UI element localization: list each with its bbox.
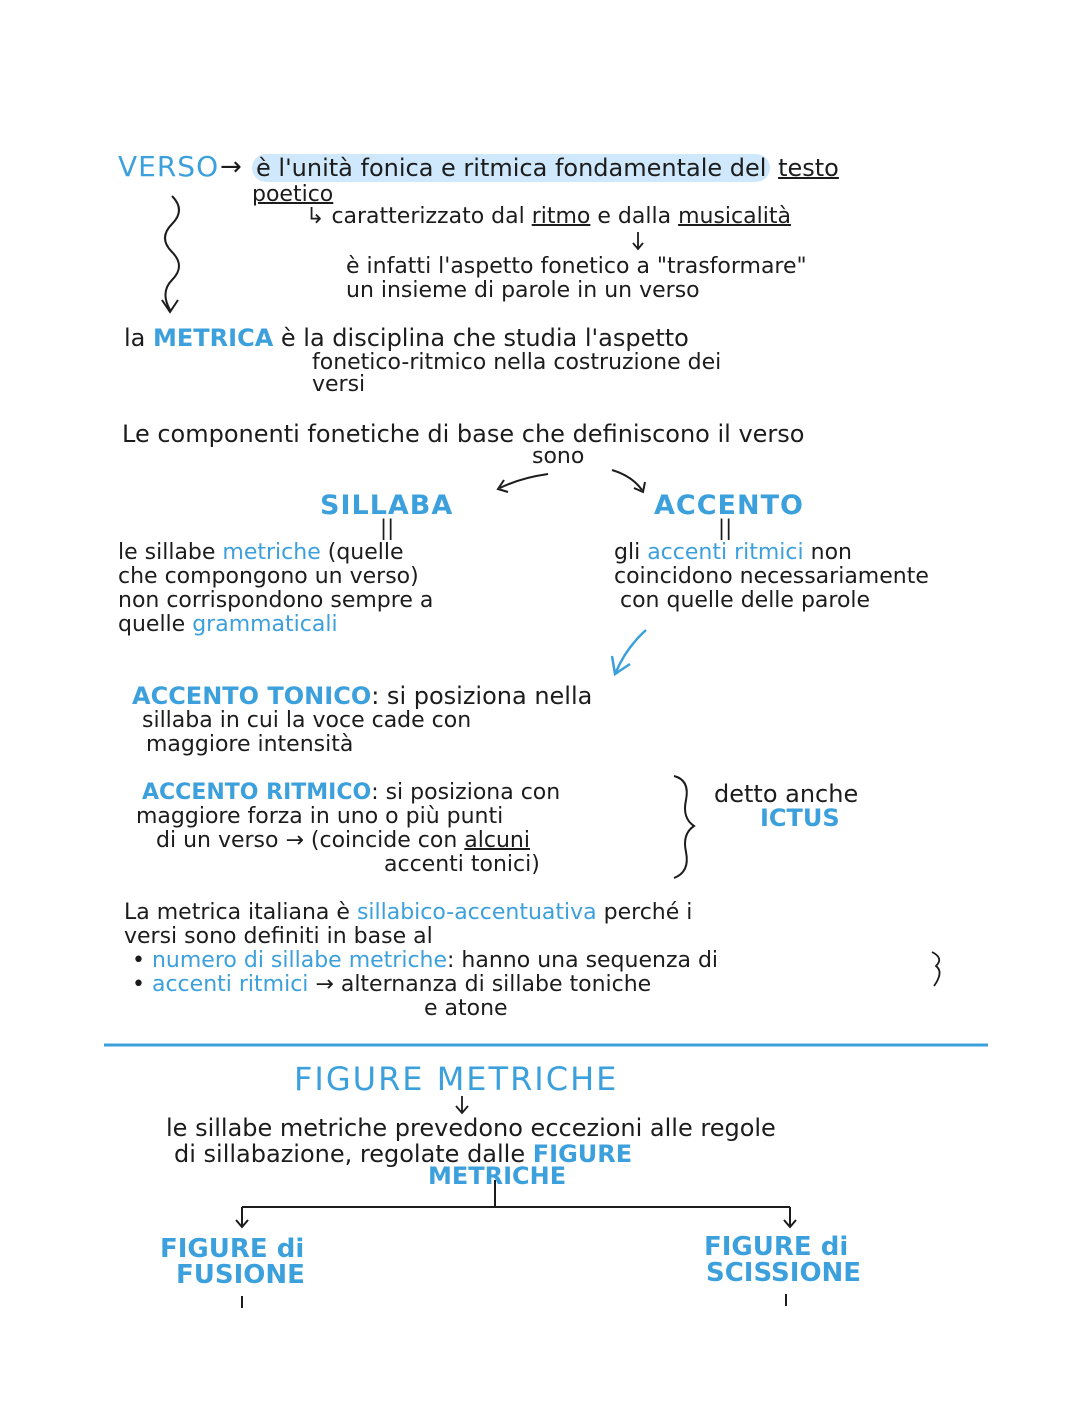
figure-title: FIGURE METRICHE — [294, 1060, 619, 1098]
sillaba-equals: || — [380, 516, 395, 540]
metrica-term: METRICA — [153, 324, 274, 352]
bullet-1: • numero di sillabe metriche: hanno una sequenza di — [132, 948, 719, 973]
verso-term: VERSO — [118, 150, 220, 183]
accento-equals: || — [718, 516, 733, 540]
italiana-line-2: versi sono definiti in base al — [124, 924, 433, 949]
fusione-line-2: FUSIONE — [176, 1260, 305, 1290]
down-arrow-figure — [456, 1096, 468, 1113]
infatti-line-2: un insieme di parole in un verso — [346, 278, 700, 303]
componenti-line-2: sono — [532, 444, 585, 469]
verso-def-poetico: poetico — [252, 182, 334, 207]
ritmo-word: ritmo — [531, 204, 591, 229]
curve-arrow-left — [500, 474, 548, 488]
ictus-term: ICTUS — [760, 804, 840, 832]
small-brace — [932, 952, 940, 986]
ritmico-line-1: ACCENTO RITMICO: si posiziona con — [142, 780, 561, 805]
detto-anche: detto anche — [714, 780, 859, 808]
tonico-line-1: ACCENTO TONICO: si posiziona nella — [132, 682, 593, 710]
wavy-connector — [165, 196, 179, 310]
scissione-line-2: SCISSIONE — [706, 1258, 862, 1288]
bullet-2: • accenti ritmici → alternanza di sillabe toniche — [132, 972, 652, 997]
componenti-line-1: Le componenti fonetiche di base che definiscono il verso — [122, 420, 805, 448]
infatti-line-1: è infatti l'aspetto fonetico a "trasformare" — [346, 254, 807, 279]
wavy-arrowhead — [162, 300, 178, 312]
metrica-def-2: fonetico-ritmico nella costruzione dei — [312, 350, 722, 375]
sillaba-text-3: non corrispondono sempre a — [118, 588, 434, 613]
accento-text-3: con quelle delle parole — [620, 588, 871, 613]
accento-title: ACCENTO — [654, 490, 804, 521]
sillabico-accentuativa: sillabico-accentuativa — [356, 900, 597, 925]
right-brace — [674, 776, 694, 878]
ritmico-line-2: maggiore forza in uno o più punti — [136, 804, 504, 829]
sillaba-text-4: quelle grammaticali — [118, 612, 338, 637]
figure-text-2: di sillabazione, regolate dalle FIGURE — [174, 1140, 633, 1168]
tonico-term: ACCENTO TONICO — [132, 682, 372, 710]
musicalita-word: musicalità — [678, 204, 791, 229]
verso-sub: ↳ caratterizzato dal ritmo e dalla musicalità — [306, 204, 791, 229]
ritmico-term: ACCENTO RITMICO — [142, 780, 372, 805]
bullet-dot-icon: • — [132, 948, 145, 973]
verso-def-highlight: è l'unità fonica e ritmica fondamentale del — [252, 154, 770, 182]
fusione-line-1: FIGURE di — [160, 1234, 305, 1264]
italiana-line-1: La metrica italiana è sillabico-accentuativa perché i — [124, 900, 693, 925]
scissione-line-1: FIGURE di — [704, 1232, 849, 1262]
metrica-line: la METRICA è la disciplina che studia l'aspetto — [124, 324, 689, 352]
sillaba-text-2: che compongono un verso) — [118, 564, 419, 589]
ritmico-line-4: accenti tonici) — [384, 852, 540, 877]
figure-text-1: le sillabe metriche prevedono eccezioni alle regole — [166, 1114, 776, 1142]
sillaba-title: SILLABA — [320, 490, 454, 521]
sub-arrow-icon: ↳ — [306, 204, 325, 229]
bullet-2-cont: e atone — [424, 996, 508, 1021]
blue-curve-arrow — [616, 630, 646, 672]
verso-arrow: → — [220, 152, 242, 182]
verso-definition — [252, 154, 839, 182]
bullet-dot-icon: • — [132, 972, 145, 997]
ritmico-line-3: di un verso → (coincide con alcuni — [156, 828, 530, 853]
accento-text-1: gli accenti ritmici non — [614, 540, 852, 565]
figure-text-3: METRICHE — [428, 1162, 567, 1190]
sillaba-text-1: le sillabe metriche (quelle — [118, 540, 404, 565]
verso-def-testo: testo — [778, 154, 839, 182]
tonico-line-3: maggiore intensità — [146, 732, 354, 757]
accento-text-2: coincidono necessariamente — [614, 564, 929, 589]
tonico-line-2: sillaba in cui la voce cade con — [142, 708, 472, 733]
down-arrow-infatti — [633, 232, 643, 249]
curve-arrow-right — [612, 470, 642, 490]
metrica-def-3: versi — [312, 372, 366, 397]
